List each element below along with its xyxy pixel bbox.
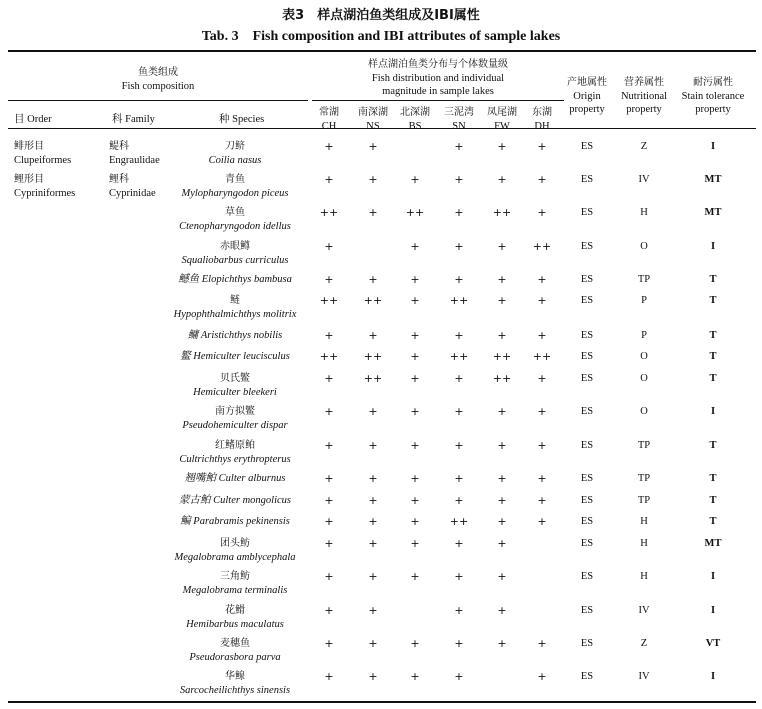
lake-header-code: NS	[366, 121, 380, 132]
order-name-cn: 鲱形目	[14, 141, 44, 152]
stain-tolerance-cell: I	[710, 241, 716, 252]
distribution-header-en-2: magnitude in sample lakes	[382, 86, 494, 97]
stain-tolerance-cell: I	[710, 671, 716, 682]
family-header: 科 Family	[112, 114, 155, 125]
species-name: 鳡鱼 Elopichthys bambusa	[178, 274, 292, 285]
lake-abundance-cell: +	[497, 637, 507, 650]
lake-abundance-cell: +	[410, 273, 420, 286]
lake-abundance-cell: +	[410, 350, 420, 363]
lake-abundance-cell: +	[497, 604, 507, 617]
stain-tolerance-cell: T	[709, 274, 717, 285]
stain-tolerance-cell: MT	[704, 207, 722, 218]
lake-abundance-cell: +	[537, 405, 547, 418]
lake-abundance-cell: +	[454, 537, 464, 550]
distribution-header-cn: 样点湖泊鱼类分布与个体数量级	[368, 59, 508, 70]
stain-header-en-2: property	[695, 104, 731, 115]
lake-abundance-cell: +	[537, 372, 547, 385]
bottom-rule	[8, 701, 756, 703]
lake-header-cn: 南深湖	[358, 107, 388, 118]
species-name-latin: Ctenopharyngodon idellus	[179, 221, 291, 232]
species-name-latin: Pseudorasbora parva	[189, 652, 281, 663]
lake-abundance-cell: +	[454, 570, 464, 583]
nutritional-cell: H	[640, 516, 648, 527]
lake-abundance-cell: +	[324, 537, 334, 550]
family-name-en: Cyprinidae	[109, 188, 156, 199]
stain-tolerance-cell: T	[709, 330, 717, 341]
origin-cell: ES	[580, 440, 594, 451]
lake-abundance-cell: +	[497, 570, 507, 583]
species-name-cn: 刀鲚	[225, 141, 245, 152]
species-name-cn: 草鱼	[225, 207, 245, 218]
origin-cell: ES	[580, 671, 594, 682]
lake-abundance-cell: +	[454, 494, 464, 507]
stain-tolerance-cell: T	[709, 516, 717, 527]
species-name-cn: 红鳍原鲌	[215, 440, 255, 451]
table-title-cn: 表3 样点湖泊鱼类组成及IBI属性	[282, 8, 480, 23]
species-name-latin: Sarcocheilichthys sinensis	[179, 685, 291, 696]
lake-header-code: CH	[321, 121, 337, 132]
species-name-latin: Megalobrama terminalis	[182, 585, 288, 596]
origin-cell: ES	[580, 295, 594, 306]
stain-tolerance-cell: VT	[705, 638, 721, 649]
lake-abundance-cell: +	[497, 515, 507, 528]
origin-cell: ES	[580, 538, 594, 549]
fish-composition-underline	[8, 100, 308, 101]
lake-abundance-cell: +	[410, 405, 420, 418]
stain-tolerance-cell: T	[709, 295, 717, 306]
species-name-latin: Megalobrama amblycephala	[174, 552, 296, 563]
lake-abundance-cell: ++	[319, 350, 339, 363]
lake-abundance-cell: +	[537, 329, 547, 342]
lake-abundance-cell: +	[454, 439, 464, 452]
lake-abundance-cell: +	[410, 173, 420, 186]
stain-tolerance-cell: I	[710, 605, 716, 616]
lake-abundance-cell: +	[324, 494, 334, 507]
lake-abundance-cell: +	[497, 439, 507, 452]
lake-abundance-cell: +	[410, 294, 420, 307]
lake-abundance-cell: ++	[449, 294, 469, 307]
nutritional-cell: O	[640, 406, 648, 417]
lake-abundance-cell: +	[537, 494, 547, 507]
lake-abundance-cell: +	[454, 240, 464, 253]
nutritional-cell: TP	[637, 495, 651, 506]
stain-tolerance-cell: I	[710, 141, 716, 152]
origin-cell: ES	[580, 571, 594, 582]
lake-abundance-cell: +	[324, 372, 334, 385]
lake-abundance-cell: +	[497, 294, 507, 307]
origin-cell: ES	[580, 241, 594, 252]
origin-header-en-2: property	[569, 104, 605, 115]
nutritional-cell: Z	[640, 638, 648, 649]
stain-tolerance-cell: I	[710, 406, 716, 417]
species-name-cn: 赤眼鳟	[220, 241, 250, 252]
lake-abundance-cell: +	[537, 140, 547, 153]
stain-tolerance-cell: T	[709, 495, 717, 506]
lake-abundance-cell: ++	[449, 515, 469, 528]
lake-abundance-cell: +	[410, 670, 420, 683]
lake-abundance-cell: +	[410, 515, 420, 528]
lake-abundance-cell: ++	[363, 350, 383, 363]
lake-abundance-cell: +	[368, 670, 378, 683]
lake-abundance-cell: +	[368, 439, 378, 452]
species-name: 翘嘴鲌 Culter alburnus	[184, 473, 286, 484]
lake-abundance-cell: +	[368, 515, 378, 528]
lake-abundance-cell: ++	[405, 206, 425, 219]
family-name-cn: 鳀科	[109, 141, 129, 152]
lake-abundance-cell: ++	[319, 294, 339, 307]
lake-abundance-cell: +	[454, 372, 464, 385]
lake-abundance-cell: +	[454, 206, 464, 219]
order-name-en: Cypriniformes	[14, 188, 76, 199]
lake-abundance-cell: +	[368, 637, 378, 650]
stain-tolerance-cell: MT	[704, 174, 722, 185]
lake-header-cn: 凤尾湖	[487, 107, 517, 118]
nutritional-cell: P	[641, 330, 647, 341]
lake-abundance-cell: +	[537, 472, 547, 485]
lake-abundance-cell: +	[368, 329, 378, 342]
lake-abundance-cell: +	[454, 670, 464, 683]
nutritional-cell: TP	[637, 440, 651, 451]
lake-abundance-cell: +	[324, 637, 334, 650]
lake-header-code: FW	[494, 121, 510, 132]
origin-header-cn: 产地属性	[567, 77, 607, 88]
lake-abundance-cell: +	[324, 515, 334, 528]
lake-abundance-cell: +	[497, 537, 507, 550]
origin-cell: ES	[580, 406, 594, 417]
species-name: 鳙 Aristichthys nobilis	[187, 330, 283, 341]
lake-abundance-cell: +	[410, 494, 420, 507]
lake-abundance-cell: +	[368, 206, 378, 219]
lake-abundance-cell: +	[410, 439, 420, 452]
lake-abundance-cell: +	[497, 405, 507, 418]
species-name: 鳊 Parabramis pekinensis	[180, 516, 290, 527]
species-name-latin: Hemiculter bleekeri	[193, 387, 277, 398]
nutritional-cell: O	[640, 351, 648, 362]
origin-cell: ES	[580, 330, 594, 341]
species-name-cn: 华鳈	[225, 671, 245, 682]
lake-abundance-cell: +	[410, 637, 420, 650]
nutritional-header-en-2: property	[626, 104, 662, 115]
lake-abundance-cell: +	[497, 329, 507, 342]
top-rule	[8, 50, 756, 52]
lake-header-cn: 三泥湾	[444, 107, 474, 118]
species-name-latin: Cultrichthys erythropterus	[179, 454, 291, 465]
lake-abundance-cell: +	[368, 537, 378, 550]
lake-abundance-cell: +	[497, 273, 507, 286]
species-name-latin: Squaliobarbus curriculus	[181, 255, 289, 266]
lake-abundance-cell: ++	[449, 350, 469, 363]
lake-abundance-cell: +	[410, 329, 420, 342]
lake-abundance-cell: +	[324, 604, 334, 617]
order-header: 目 Order	[14, 114, 52, 125]
nutritional-cell: O	[640, 373, 648, 384]
stain-tolerance-cell: T	[709, 440, 717, 451]
stain-tolerance-cell: T	[709, 373, 717, 384]
nutritional-cell: IV	[638, 671, 650, 682]
origin-cell: ES	[580, 274, 594, 285]
lake-abundance-cell: +	[324, 240, 334, 253]
lake-abundance-cell: +	[368, 570, 378, 583]
lake-header-code: DH	[534, 121, 550, 132]
species-name-cn: 团头鲂	[220, 538, 250, 549]
distribution-underline	[312, 100, 564, 101]
species-name: 蒙古鲌 Culter mongolicus	[179, 495, 291, 506]
lake-header-code: BS	[408, 121, 422, 132]
species-name-cn: 青鱼	[225, 174, 245, 185]
species-name-latin: Hemibarbus maculatus	[186, 619, 284, 630]
distribution-header-en-1: Fish distribution and individual	[371, 73, 505, 84]
lake-abundance-cell: +	[410, 372, 420, 385]
family-name-cn: 鲤科	[109, 174, 129, 185]
lake-abundance-cell: +	[410, 240, 420, 253]
stain-header-en-1: Stain tolerance	[681, 91, 745, 102]
lake-abundance-cell: ++	[492, 372, 512, 385]
nutritional-header-cn: 营养属性	[624, 77, 664, 88]
lake-abundance-cell: +	[324, 570, 334, 583]
stain-tolerance-cell: T	[709, 351, 717, 362]
lake-abundance-cell: ++	[363, 294, 383, 307]
nutritional-cell: Z	[640, 141, 648, 152]
lake-abundance-cell: +	[454, 604, 464, 617]
lake-header-code: SN	[452, 121, 466, 132]
origin-cell: ES	[580, 516, 594, 527]
lake-abundance-cell: +	[454, 140, 464, 153]
nutritional-cell: H	[640, 207, 648, 218]
origin-cell: ES	[580, 351, 594, 362]
lake-abundance-cell: +	[537, 515, 547, 528]
fish-composition-header-en: Fish composition	[121, 81, 195, 92]
lake-abundance-cell: +	[410, 570, 420, 583]
origin-cell: ES	[580, 495, 594, 506]
lake-header-cn: 北深湖	[400, 107, 430, 118]
lake-abundance-cell: +	[324, 405, 334, 418]
lake-abundance-cell: +	[324, 329, 334, 342]
lake-header-cn: 东湖	[532, 107, 552, 118]
lake-abundance-cell: +	[324, 140, 334, 153]
species-name-cn: 三角鲂	[220, 571, 250, 582]
nutritional-cell: TP	[637, 274, 651, 285]
origin-header-en-1: Origin	[573, 91, 601, 102]
nutritional-cell: IV	[638, 605, 650, 616]
lake-abundance-cell: +	[324, 173, 334, 186]
lake-abundance-cell: +	[368, 273, 378, 286]
nutritional-cell: P	[641, 295, 647, 306]
lake-abundance-cell: +	[324, 273, 334, 286]
origin-cell: ES	[580, 373, 594, 384]
lake-abundance-cell: +	[454, 637, 464, 650]
fish-composition-header-cn: 鱼类组成	[138, 67, 178, 78]
lake-abundance-cell: +	[368, 173, 378, 186]
lake-abundance-cell: +	[324, 472, 334, 485]
lake-abundance-cell: +	[497, 494, 507, 507]
origin-cell: ES	[580, 207, 594, 218]
origin-cell: ES	[580, 174, 594, 185]
species-name: 鳘 Hemiculter leucisculus	[180, 351, 290, 362]
family-name-en: Engraulidae	[109, 155, 160, 166]
lake-abundance-cell: +	[368, 472, 378, 485]
lake-abundance-cell: +	[537, 173, 547, 186]
origin-cell: ES	[580, 473, 594, 484]
species-name-latin: Hypophthalmichthys molitrix	[173, 309, 297, 320]
nutritional-cell: IV	[638, 174, 650, 185]
order-name-cn: 鲤形目	[14, 174, 44, 185]
lake-abundance-cell: +	[497, 472, 507, 485]
table-title-en: Tab. 3 Fish composition and IBI attributes of sample lakes	[201, 29, 561, 44]
lake-abundance-cell: +	[454, 472, 464, 485]
lake-abundance-cell: +	[497, 140, 507, 153]
lake-abundance-cell: ++	[532, 350, 552, 363]
lake-abundance-cell: ++	[319, 206, 339, 219]
lake-abundance-cell: +	[497, 240, 507, 253]
stain-tolerance-cell: MT	[704, 538, 722, 549]
stain-tolerance-cell: T	[709, 473, 717, 484]
lake-abundance-cell: +	[454, 405, 464, 418]
lake-abundance-cell: +	[324, 439, 334, 452]
species-name-cn: 花䱻	[225, 605, 245, 616]
lake-abundance-cell: +	[368, 140, 378, 153]
nutritional-cell: H	[640, 538, 648, 549]
lake-abundance-cell: +	[454, 273, 464, 286]
lake-abundance-cell: +	[324, 670, 334, 683]
lake-abundance-cell: +	[497, 173, 507, 186]
stain-header-cn: 耐污属性	[693, 77, 733, 88]
lake-abundance-cell: ++	[363, 372, 383, 385]
lake-header-cn: 常湖	[319, 107, 339, 118]
nutritional-cell: H	[640, 571, 648, 582]
nutritional-header-en-1: Nutritional	[620, 91, 668, 102]
species-name-cn: 南方拟鳘	[215, 406, 255, 417]
species-name-latin: Coilia nasus	[208, 155, 262, 166]
species-name-cn: 鲢	[230, 295, 240, 306]
origin-cell: ES	[580, 141, 594, 152]
lake-abundance-cell: +	[537, 670, 547, 683]
species-name-cn: 贝氏鳘	[220, 373, 250, 384]
stain-tolerance-cell: I	[710, 571, 716, 582]
species-header: 种 Species	[219, 114, 265, 125]
lake-abundance-cell: +	[368, 405, 378, 418]
lake-abundance-cell: +	[368, 604, 378, 617]
lake-abundance-cell: +	[537, 206, 547, 219]
lake-abundance-cell: ++	[492, 206, 512, 219]
species-name-latin: Mylopharyngodon piceus	[181, 188, 289, 199]
nutritional-cell: O	[640, 241, 648, 252]
order-name-en: Clupeiformes	[14, 155, 72, 166]
lake-abundance-cell: +	[410, 472, 420, 485]
lake-abundance-cell: +	[410, 537, 420, 550]
lake-abundance-cell: +	[537, 439, 547, 452]
origin-cell: ES	[580, 638, 594, 649]
species-name-latin: Pseudohemiculter dispar	[182, 420, 288, 431]
lake-abundance-cell: +	[368, 494, 378, 507]
lake-abundance-cell: +	[454, 329, 464, 342]
lake-abundance-cell: +	[454, 173, 464, 186]
lake-abundance-cell: ++	[492, 350, 512, 363]
nutritional-cell: TP	[637, 473, 651, 484]
species-name-cn: 麦穗鱼	[220, 638, 250, 649]
lake-abundance-cell: +	[537, 294, 547, 307]
origin-cell: ES	[580, 605, 594, 616]
lake-abundance-cell: ++	[532, 240, 552, 253]
lake-abundance-cell: +	[537, 637, 547, 650]
lake-abundance-cell: +	[537, 273, 547, 286]
